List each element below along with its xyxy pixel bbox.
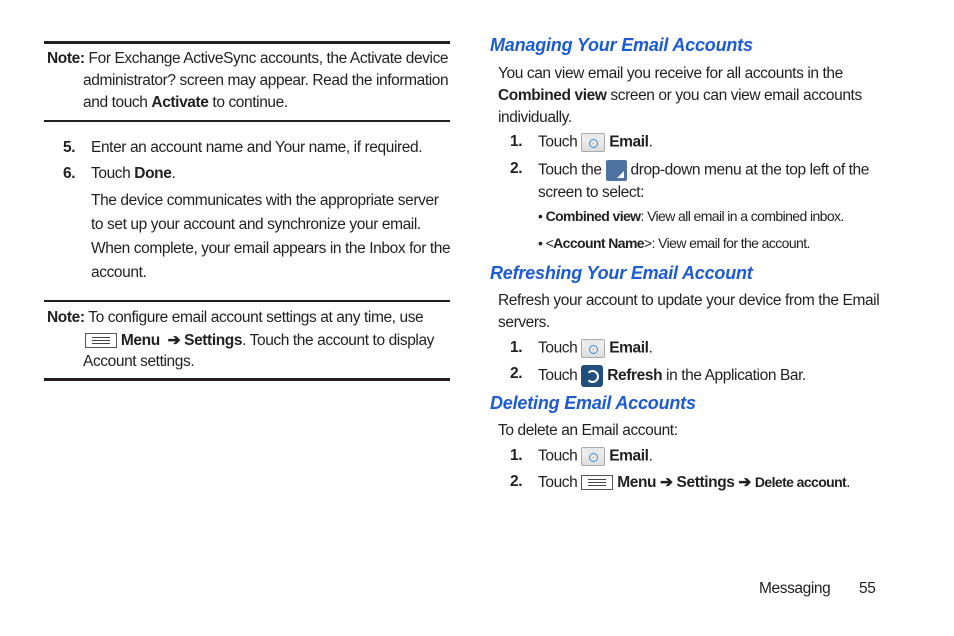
note1-line2: administrator? screen may appear. Read the information [83, 72, 449, 89]
note1-line1: Note: For Exchange ActiveSync accounts, the Activate device [47, 50, 449, 67]
note-top-rule [44, 41, 450, 44]
email-icon [581, 447, 605, 466]
refreshing-text: servers. [498, 314, 550, 331]
bullet-combined-view: • Combined view: View all email in a combined inbox. [538, 208, 844, 224]
menu-icon [85, 333, 117, 348]
step-5: 5. Enter an account name and Your name, if required. [63, 139, 423, 156]
managing-step-1: 1. Touch Email. [510, 133, 653, 151]
para-line: account. [91, 264, 147, 281]
refreshing-step-1: 1. Touch Email. [510, 339, 653, 357]
email-icon [581, 133, 605, 152]
managing-text: Combined view screen or you can view email accounts [498, 87, 862, 104]
heading-managing: Managing Your Email Accounts [490, 35, 753, 55]
note2-top-rule [44, 300, 450, 302]
note2-line1: Note: To configure email account settings at any time, use [47, 309, 424, 326]
para-line: to set up your account and synchronize your email. [91, 216, 421, 233]
managing-text: individually. [498, 109, 572, 126]
refreshing-text: Refresh your account to update your device from the Email [498, 292, 880, 309]
para-line: The device communicates with the appropriate server [91, 192, 439, 209]
dropdown-menu-icon [606, 160, 627, 181]
bullet-account-name: • <Account Name>: View email for the account. [538, 235, 810, 251]
page-number: 55 [859, 580, 876, 597]
email-icon [581, 339, 605, 358]
step-6: 6. Touch Done. [63, 165, 176, 182]
note2-bottom-rule [44, 378, 450, 381]
deleting-step-2: 2. Touch Menu ➔ Settings ➔ Delete account. [510, 473, 851, 491]
note2-line2: Menu ➔ Settings. Touch the account to display [85, 331, 434, 350]
note2-line3: Account settings. [83, 353, 195, 370]
para-line: When complete, your email appears in the Inbox for the [91, 240, 451, 257]
note-bottom-rule [44, 120, 450, 122]
managing-step-2-cont: screen to select: [538, 184, 645, 201]
managing-text: You can view email you receive for all accounts in the [498, 65, 843, 82]
footer-section: Messaging [759, 580, 831, 597]
note1-line3: and touch Activate to continue. [83, 94, 288, 111]
heading-deleting: Deleting Email Accounts [490, 393, 696, 413]
deleting-text: To delete an Email account: [498, 422, 678, 439]
managing-step-2: 2. Touch the drop-down menu at the top left of the [510, 160, 522, 178]
refreshing-step-2: 2. Touch Refresh in the Application Bar. [510, 365, 522, 383]
refresh-icon [581, 365, 603, 387]
menu-icon [581, 475, 613, 490]
heading-refreshing: Refreshing Your Email Account [490, 263, 753, 283]
deleting-step-1: 1. Touch Email. [510, 447, 653, 465]
